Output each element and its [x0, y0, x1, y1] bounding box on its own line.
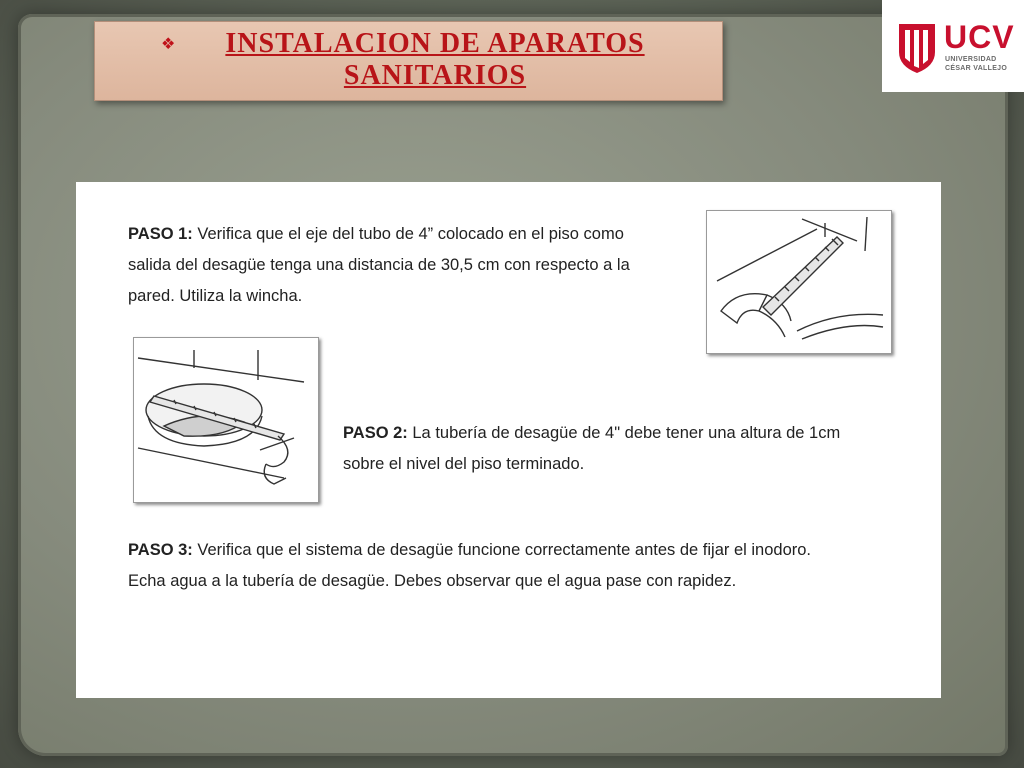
logo-subtitle-line-1: UNIVERSIDAD — [945, 56, 997, 63]
step-2-line-1: La tubería de desagüe de 4" debe tener una altura de 1cm — [407, 424, 841, 442]
step-1-line-2: salida del desagüe tenga una distancia de 30,5 cm con respecto a la — [128, 256, 630, 274]
logo-wordmark: UCV — [944, 19, 1015, 55]
step-2-illustration — [133, 337, 319, 503]
slide-title-line-2: SANITARIOS — [343, 60, 527, 91]
slide-title — [185, 28, 685, 92]
step-3-text — [128, 535, 928, 597]
logo-subtitle-line-2: CÉSAR VALLEJO — [945, 65, 1008, 72]
pipe-level-drawing — [134, 338, 318, 502]
step-1-line-1: Verifica que el eje del tubo de 4” colocado en el piso como — [192, 225, 624, 243]
step-3-line-1: Verifica que el sistema de desagüe funcione correctamente antes de fijar el inodoro. — [192, 541, 811, 559]
diamond-bullet-icon: ❖ — [161, 34, 176, 53]
slide-title-box — [94, 21, 723, 101]
step-1-illustration — [706, 210, 892, 354]
step-2-text — [343, 418, 923, 480]
step-3-label: PASO 3: — [128, 541, 193, 559]
step-1-label: PASO 1: — [128, 225, 193, 243]
slide-title-line-1: INSTALACION DE APARATOS — [225, 28, 645, 59]
step-3-line-2: Echa agua a la tubería de desagüe. Debes observar que el agua pase con rapidez. — [128, 572, 737, 590]
content-card — [76, 182, 941, 698]
tape-measure-drawing — [707, 211, 891, 353]
step-1-line-3: pared. Utiliza la wincha. — [128, 287, 303, 305]
step-2-line-2: sobre el nivel del piso terminado. — [343, 455, 585, 473]
step-2-label: PASO 2: — [343, 424, 408, 442]
university-logo — [882, 0, 1024, 92]
ucv-shield-icon — [898, 22, 936, 74]
step-1-text — [128, 219, 698, 312]
